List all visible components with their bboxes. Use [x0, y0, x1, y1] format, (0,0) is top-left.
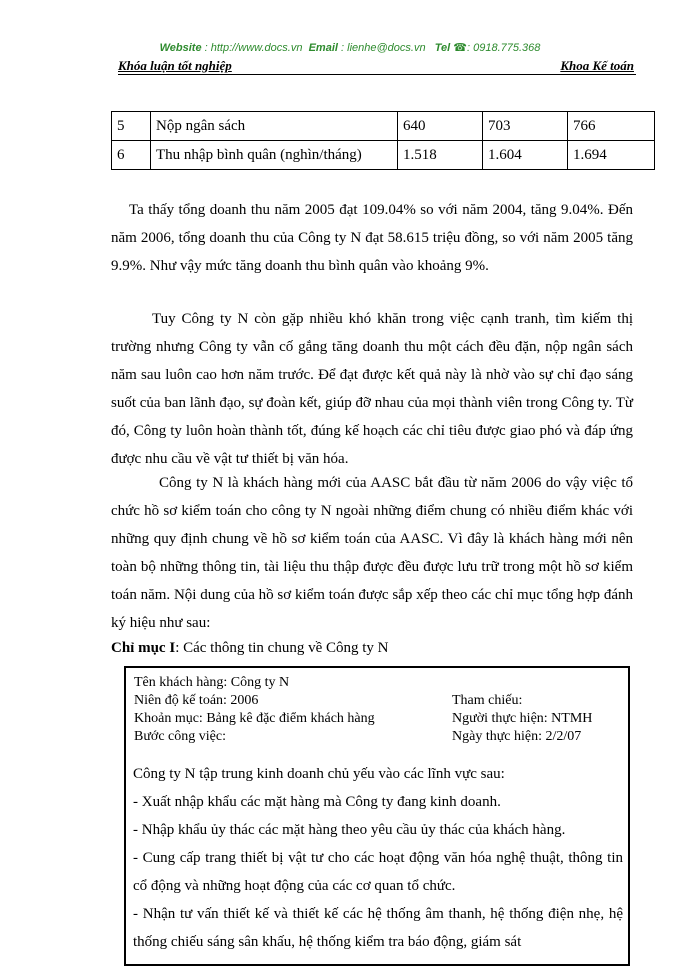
tel-value: : 0918.775.368 — [467, 42, 541, 54]
row-item: Nộp ngân sách — [151, 112, 398, 141]
website-label: Website — [159, 42, 202, 54]
work-step: Bước công việc: — [134, 729, 226, 744]
revenue-table — [111, 111, 655, 170]
business-item: - Cung cấp trang thiết bị vật tư cho các hoạt động văn hóa nghệ thuật, thông tin cổ động và những hoạt động của các cơ quan tổ chức. — [133, 850, 623, 894]
value-2006: 1.694 — [568, 141, 655, 170]
value-2004: 1.518 — [398, 141, 483, 170]
thesis-title: Khóa luận tốt nghiệp — [118, 58, 232, 73]
performed-date: Ngày thực hiện: 2/2/07 — [452, 729, 582, 744]
section-heading — [111, 634, 389, 662]
table-row — [112, 112, 655, 141]
paragraph-revenue-growth: Ta thấy tổng doanh thu năm 2005 đạt 109.04% so với năm 2004, tăng 9.04%. Đến năm 2006, tổng doanh thu của Công ty N đạt 58.615 triệu đồng, so với năm 2005 tăng 9.9%. Như vậy mức tăng doanh thu bình quân vào khoảng 9%. — [111, 202, 633, 274]
account-item: Khoản mục: Bảng kê đặc điểm khách hàng — [134, 711, 375, 726]
row-no: 5 — [112, 112, 151, 141]
performer: Người thực hiện: NTMH — [452, 711, 593, 726]
value-2005: 703 — [483, 112, 568, 141]
table-row — [112, 141, 655, 170]
fiscal-period: Niên độ kế toán: 2006 — [134, 693, 259, 708]
faculty-title: Khoa Kế toán — [560, 58, 634, 73]
reference: Tham chiếu: — [452, 693, 523, 708]
website-url[interactable]: : http://www.docs.vn — [204, 42, 303, 54]
value-2004: 640 — [398, 112, 483, 141]
paragraph-aasc-client: Công ty N là khách hàng mới của AASC bắt đầu từ năm 2006 do vậy việc tổ chức hồ sơ kiểm toán cho công ty N ngoài những điểm chung có nhiều điểm khác với những quy định chung về hồ sơ kiểm toán của AASC. Vì đây là khách hàng mới nên toàn bộ những thông tin, tài liệu thu thập được đều được lưu trữ trong một hồ sơ kiểm toán năm. Nội dung của hồ sơ kiểm toán được sắp xếp theo các chỉ mục tổng hợp đánh ký hiệu như sau: — [111, 475, 633, 631]
business-item: - Xuất nhập khẩu các mặt hàng mà Công ty đang kinh doanh. — [133, 794, 501, 810]
business-item: - Nhập khẩu ủy thác các mặt hàng theo yêu cầu ủy thác của khách hàng. — [133, 822, 566, 838]
section-label: Chỉ mục I — [111, 640, 176, 656]
client-info-box — [124, 666, 630, 966]
section-title: : Các thông tin chung về Công ty N — [175, 640, 389, 656]
row-no: 6 — [112, 141, 151, 170]
client-name: Tên khách hàng: Công ty N — [134, 675, 290, 690]
email-label: Email — [308, 42, 338, 54]
running-header — [118, 58, 636, 75]
value-2005: 1.604 — [483, 141, 568, 170]
business-item: - Nhận tư vấn thiết kế và thiết kế các hệ thống âm thanh, hệ thống điện nhẹ, hệ thống chiếu sáng sân khấu, hệ thống kiểm tra báo động, giám sát — [133, 906, 623, 950]
row-item: Thu nhập bình quân (nghìn/tháng) — [151, 141, 398, 170]
phone-icon: ☎ — [453, 42, 467, 54]
business-intro: Công ty N tập trung kinh doanh chủ yếu vào các lĩnh vực sau: — [133, 766, 505, 782]
email-value[interactable]: : lienhe@docs.vn — [341, 42, 426, 54]
website-header — [0, 41, 700, 54]
paragraph-company-effort: Tuy Công ty N còn gặp nhiều khó khăn trong việc cạnh tranh, tìm kiếm thị trường nhưng Công ty vẫn cố gắng tăng doanh thu một cách đều đặn, nộp ngân sách năm sau luôn cao hơn năm trước. Để đạt được kết quả này là nhờ vào sự chỉ đạo sáng suốt của ban lãnh đạo, sự đoàn kết, giúp đỡ nhau của mọi thành viên trong Công ty. Từ đó, Công ty luôn hoàn thành tốt, đúng kế hoạch các chỉ tiêu được giao phó và đáp ứng được nhu cầu về vật tư thiết bị văn hóa. — [111, 311, 633, 467]
value-2006: 766 — [568, 112, 655, 141]
tel-label: Tel — [434, 42, 451, 54]
